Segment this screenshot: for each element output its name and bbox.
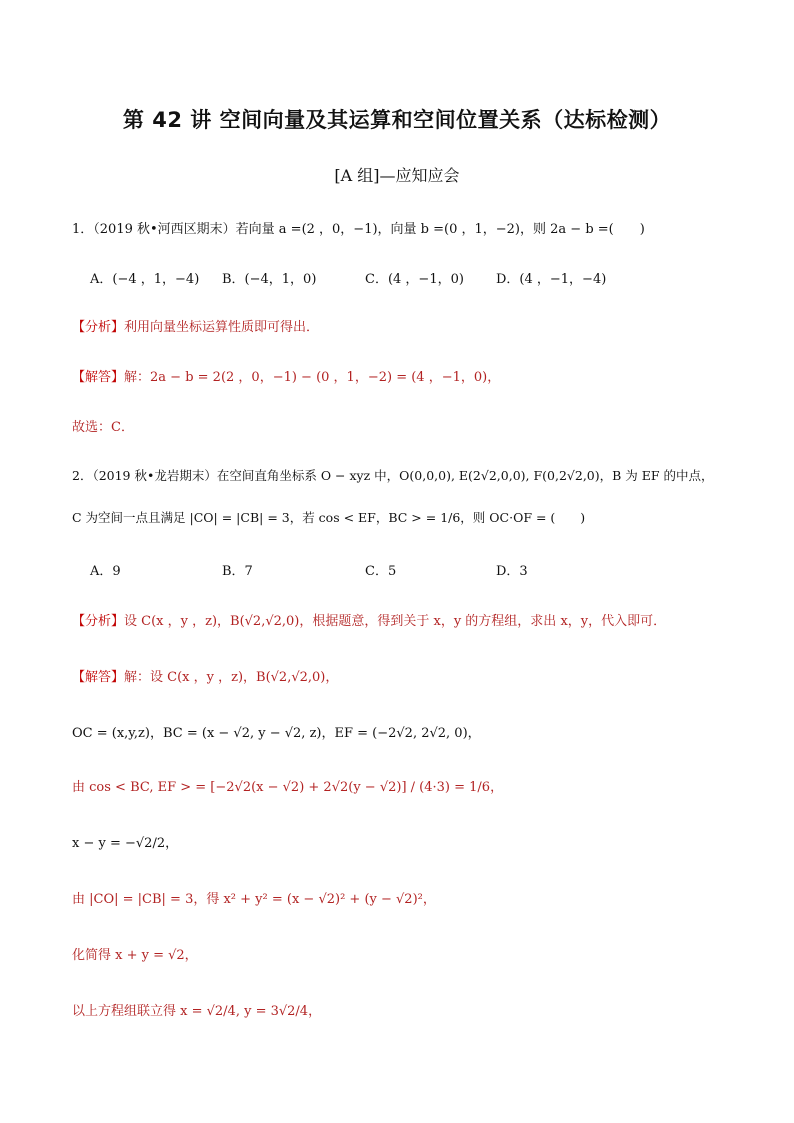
q1-analysis-tag: 【分析】	[72, 320, 125, 335]
q1-answer-choice: 故选：C．	[72, 420, 134, 435]
q1-option-a: A．(−4 ，1，−4)	[90, 272, 200, 287]
q1-stem: 1．（2019 秋•河西区期末）若向量 a =(2 ，0，−1)，向量 b =(0 ，1，−2)，则 2a − b =( )	[72, 222, 645, 237]
q2-option-b: B．7	[222, 564, 253, 579]
q2-solution-text: 解：设 C(x ，y ，z)，B(√2,√2,0)，	[124, 670, 339, 685]
q2-vectors-line: OC = (x,y,z)，BC = (x − √2, y − √2, z)，EF = (−2√2, 2√2, 0)，	[72, 726, 481, 741]
q2-option-d: D．3	[496, 564, 528, 579]
q2-analysis-text: 设 C(x ，y ，z)，B(√2,√2,0)，根据题意，得到关于 x，y 的方程组，求出 x，y，代入即可．	[124, 614, 667, 629]
q2-option-c: C．5	[365, 564, 397, 579]
q1-solution-tag: 【解答】	[72, 370, 125, 385]
q2-analysis	[72, 610, 666, 629]
q2-analysis-tag: 【分析】	[72, 614, 125, 629]
q2-xy-line: x − y = −√2/2，	[72, 836, 179, 851]
q2-modulus-line: 由 |CO| = |CB| = 3，得 x² + y² = (x − √2)² + (y − √2)²，	[72, 892, 436, 907]
q1-option-c: C．(4 ，−1，0)	[365, 272, 464, 287]
q2-solution	[72, 666, 338, 685]
q2-option-a: A．9	[90, 564, 121, 579]
q1-analysis-text: 利用向量坐标运算性质即可得出．	[124, 320, 320, 335]
q2-stem-line1: 2．（2019 秋•龙岩期末）在空间直角坐标系 O − xyz 中，O(0,0,0), E(2√2,0,0), F(0,2√2,0)，B 为 EF 的中点，	[72, 468, 714, 483]
group-heading: [A 组]—应知应会	[334, 166, 460, 185]
q1-solution-text: 解：2a − b = 2(2 ，0，−1) − (0 ，1，−2) = (4 ，−1，0)，	[124, 370, 501, 385]
q2-simplify-line: 化简得 x + y = √2，	[72, 948, 198, 963]
q2-solution-tag: 【解答】	[72, 670, 125, 685]
q2-solve-line: 以上方程组联立得 x = √2/4, y = 3√2/4，	[72, 1004, 322, 1019]
q1-option-d: D．(4 ，−1，−4)	[496, 272, 607, 287]
q1-analysis	[72, 316, 319, 335]
q1-option-b: B．(−4，1，0)	[222, 272, 317, 287]
q2-stem-line2: C 为空间一点且满足 |CO| = |CB| = 3，若 cos < EF，BC > = 1/6，则 OC·OF = ( )	[72, 510, 586, 525]
q1-solution	[72, 366, 500, 385]
page-title: 第 42 讲 空间向量及其运算和空间位置关系（达标检测）	[122, 108, 672, 132]
q2-cos-line: 由 cos < BC, EF > = [−2√2(x − √2) + 2√2(y − √2)] / (4·3) = 1/6，	[72, 780, 504, 795]
